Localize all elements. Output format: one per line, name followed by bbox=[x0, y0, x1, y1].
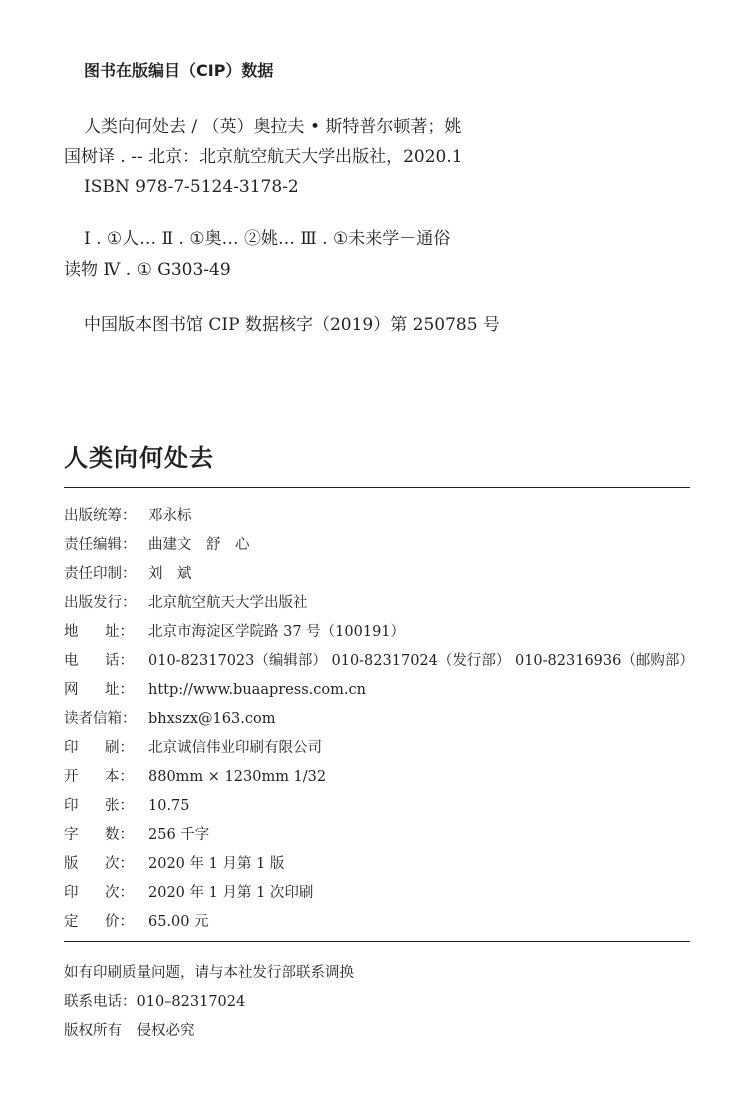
info-value: http://www.buaapress.com.cn bbox=[148, 682, 366, 698]
footer-contact: 联系电话：010–82317024 bbox=[64, 994, 246, 1010]
info-value: 880mm × 1230mm 1/32 bbox=[148, 769, 327, 785]
info-row-phone bbox=[64, 650, 694, 672]
info-row-format bbox=[64, 766, 326, 788]
info-value: 010-82317023（编辑部） 010-82317024（发行部） 010-82316936（邮购部） bbox=[148, 653, 694, 669]
cip-line: Ⅰ . ①人… Ⅱ . ①奥… ②姚… Ⅲ . ①未来学－通俗 bbox=[84, 229, 451, 249]
footer-copyright: 版权所有 侵权必究 bbox=[64, 1023, 195, 1039]
cip-line: 人类向何处去 / （英）奥拉夫 • 斯特普尔顿著；姚 bbox=[84, 117, 462, 137]
info-label: 电 话： bbox=[64, 653, 134, 669]
info-label: 开 本： bbox=[64, 769, 134, 785]
footer-notice: 如有印刷质量问题，请与本社发行部联系调换 bbox=[64, 965, 354, 981]
info-row-printer bbox=[64, 737, 322, 759]
info-row-publisher bbox=[64, 592, 308, 614]
info-label: 印 刷： bbox=[64, 740, 134, 756]
info-row-address bbox=[64, 621, 405, 643]
info-row-edition bbox=[64, 853, 284, 875]
info-value: 256 千字 bbox=[148, 827, 210, 843]
info-label: 责任编辑： bbox=[64, 537, 137, 553]
info-label: 出版统筹： bbox=[64, 508, 137, 524]
info-label: 字 数： bbox=[64, 827, 134, 843]
info-label: 地 址： bbox=[64, 624, 134, 640]
info-row-email bbox=[64, 708, 275, 730]
info-label: 印 次： bbox=[64, 885, 134, 901]
info-value: 65.00 元 bbox=[148, 914, 209, 930]
info-row-printing bbox=[64, 882, 313, 904]
cip-line: 国树译 . -- 北京：北京航空航天大学出版社，2020.1 bbox=[64, 147, 463, 167]
book-title: 人类向何处去 bbox=[64, 444, 214, 472]
info-value: 北京诚信伟业印刷有限公司 bbox=[148, 740, 322, 756]
info-row-editor bbox=[64, 534, 250, 556]
info-label: 版 次： bbox=[64, 856, 134, 872]
info-value: 2020 年 1 月第 1 次印刷 bbox=[148, 885, 314, 901]
cip-heading: 图书在版编目（CIP）数据 bbox=[84, 61, 274, 80]
info-value: 曲建文 舒 心 bbox=[148, 537, 250, 553]
info-row-print-manager bbox=[64, 563, 192, 585]
info-row-word-count bbox=[64, 824, 209, 846]
info-label: 出版发行： bbox=[64, 595, 137, 611]
info-label: 定 价： bbox=[64, 914, 134, 930]
info-value: bhxszx@163.com bbox=[148, 711, 276, 727]
info-row-website bbox=[64, 679, 366, 701]
info-label: 责任印制： bbox=[64, 566, 137, 582]
info-row-price bbox=[64, 911, 209, 933]
info-value: 北京航空航天大学出版社 bbox=[148, 595, 308, 611]
info-value: 2020 年 1 月第 1 版 bbox=[148, 856, 285, 872]
info-label: 印 张： bbox=[64, 798, 134, 814]
info-value: 刘 斌 bbox=[148, 566, 192, 582]
cip-line: ISBN 978-7-5124-3178-2 bbox=[84, 177, 299, 197]
info-value: 北京市海淀区学院路 37 号（100191） bbox=[148, 624, 406, 640]
info-label: 网 址： bbox=[64, 682, 134, 698]
cip-line: 中国版本图书馆 CIP 数据核字（2019）第 250785 号 bbox=[84, 315, 500, 335]
info-label: 读者信箱： bbox=[64, 711, 137, 727]
info-value: 10.75 bbox=[148, 798, 190, 814]
info-row-sheets bbox=[64, 795, 190, 817]
info-value: 邓永标 bbox=[148, 508, 192, 524]
top-rule bbox=[64, 487, 690, 488]
cip-line: 读物 Ⅳ . ① G303-49 bbox=[64, 260, 231, 280]
bottom-rule bbox=[64, 941, 690, 942]
info-row-coordinator bbox=[64, 505, 192, 527]
